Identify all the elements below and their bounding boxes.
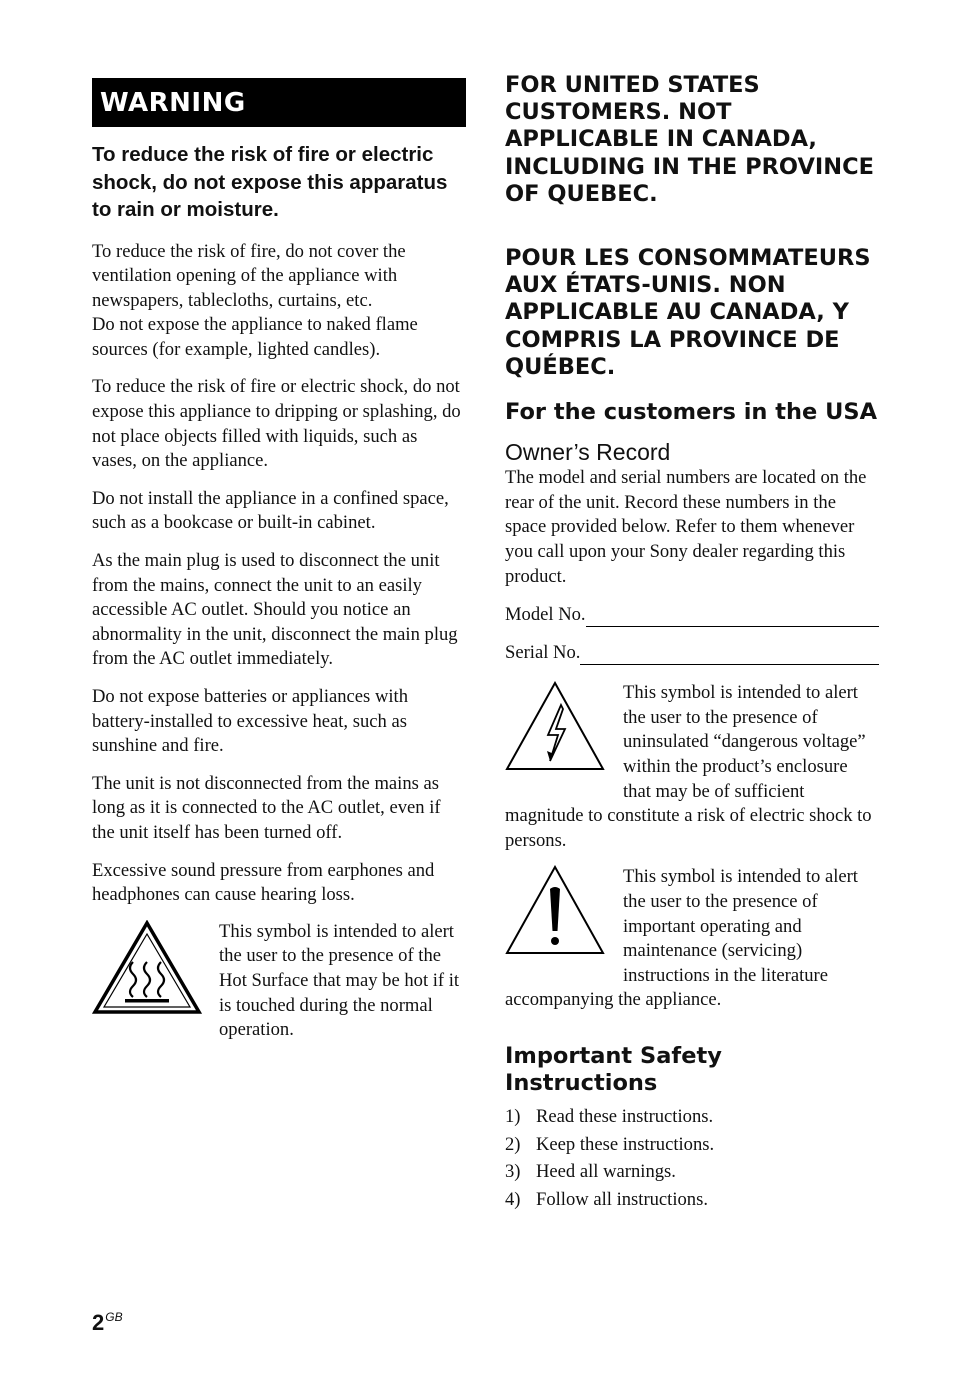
exclamation-warning-icon — [505, 865, 623, 965]
voltage-text: This symbol is intended to alert the user to the presence of uninsulated “dangerous voltage” within the product’s enclosure that may be of sufficient magnitude to constitute a risk of electric shock to persons. — [505, 682, 872, 851]
list-item: 4) Follow all instructions. — [505, 1188, 708, 1210]
right-column — [505, 72, 879, 1213]
warning-banner — [92, 78, 466, 127]
french-customers-heading: POUR LES CONSOMMATEURS AUX ÉTATS-UNIS. NON APPLICABLE AU CANADA, Y COMPRIS LA PROVINCE DE QUÉBEC. — [505, 245, 871, 380]
warning-lead-text: To reduce the risk of fire or electric shock, do not expose this apparatus to rain or moisture. — [92, 143, 448, 221]
page-number: $2^{GB}$ — [92, 1310, 123, 1335]
owners-record-heading: Owner’s Record — [505, 439, 671, 466]
safety-instructions-heading: Important Safety Instructions — [505, 1042, 722, 1097]
list-item: 2) Keep these instructions. — [505, 1133, 715, 1155]
exclamation-text: This symbol is intended to alert the user to the presence of important operating and maintenance (servicing) instructions in the literature accompanying the appliance. — [505, 866, 858, 1011]
warning-paragraph: As the main plug is used to disconnect the unit from the mains, connect the unit to an easily accessible AC outlet. Should you notice an abnormality in the unit, disconnect the main plug from the AC outlet immediately. — [92, 550, 458, 670]
warning-paragraph: Excessive sound pressure from earphones and headphones can cause hearing loss. — [92, 859, 435, 906]
page-suffix: GB — [105, 1310, 123, 1324]
warning-label: WARNING — [100, 87, 246, 118]
serial-number-line — [580, 650, 879, 665]
hot-surface-text: This symbol is intended to alert the user to the presence of the Hot Surface that may be hot if it is touched during the normal operation. — [219, 920, 460, 1041]
model-number-line — [586, 612, 879, 627]
left-column — [92, 78, 466, 1043]
voltage-notice — [505, 681, 879, 853]
hot-surface-warning-icon — [92, 920, 202, 1016]
warning-paragraph: To reduce the risk of fire or electric shock, do not expose this appliance to dripping or splashing, do not place objects filled with liquids, such as vases, on the appliance. — [92, 376, 461, 472]
model-number-field — [505, 603, 879, 627]
us-customers-heading: FOR UNITED STATES CUSTOMERS. NOT APPLICABLE IN CANADA, INCLUDING IN THE PROVINCE OF QUEBEC. — [505, 72, 874, 207]
serial-number-field — [505, 641, 879, 665]
lightning-warning-icon — [505, 681, 623, 781]
safety-instructions-list — [505, 1103, 879, 1213]
owners-record-text: The model and serial numbers are located on the rear of the unit. Record these numbers in the space provided below. Refer to them whenever you call upon your Sony dealer regarding this product. — [505, 467, 867, 587]
list-item: 1) Read these instructions. — [505, 1106, 714, 1128]
warning-paragraph: Do not install the appliance in a confined space, such as a bookcase or built-in cabinet. — [92, 487, 449, 534]
usa-customers-heading: For the customers in the USA — [505, 399, 878, 426]
warning-paragraph: The unit is not disconnected from the mains as long as it is connected to the AC outlet, even if the unit itself has been turned off. — [92, 772, 441, 843]
hot-surface-notice — [92, 920, 466, 1043]
model-number-label: Model No. — [505, 604, 586, 626]
list-item: 3) Heed all warnings. — [505, 1161, 676, 1183]
exclamation-notice — [505, 865, 879, 1013]
warning-paragraph: To reduce the risk of fire, do not cover the ventilation opening of the appliance with newspapers, tablecloths, curtains, etc. Do not expose the appliance to naked flame sources (for example, lighted candles). — [92, 240, 418, 360]
serial-number-label: Serial No. — [505, 642, 581, 664]
warning-paragraph: Do not expose batteries or appliances with battery-installed to excessive heat, such as sunshine and fire. — [92, 686, 409, 757]
